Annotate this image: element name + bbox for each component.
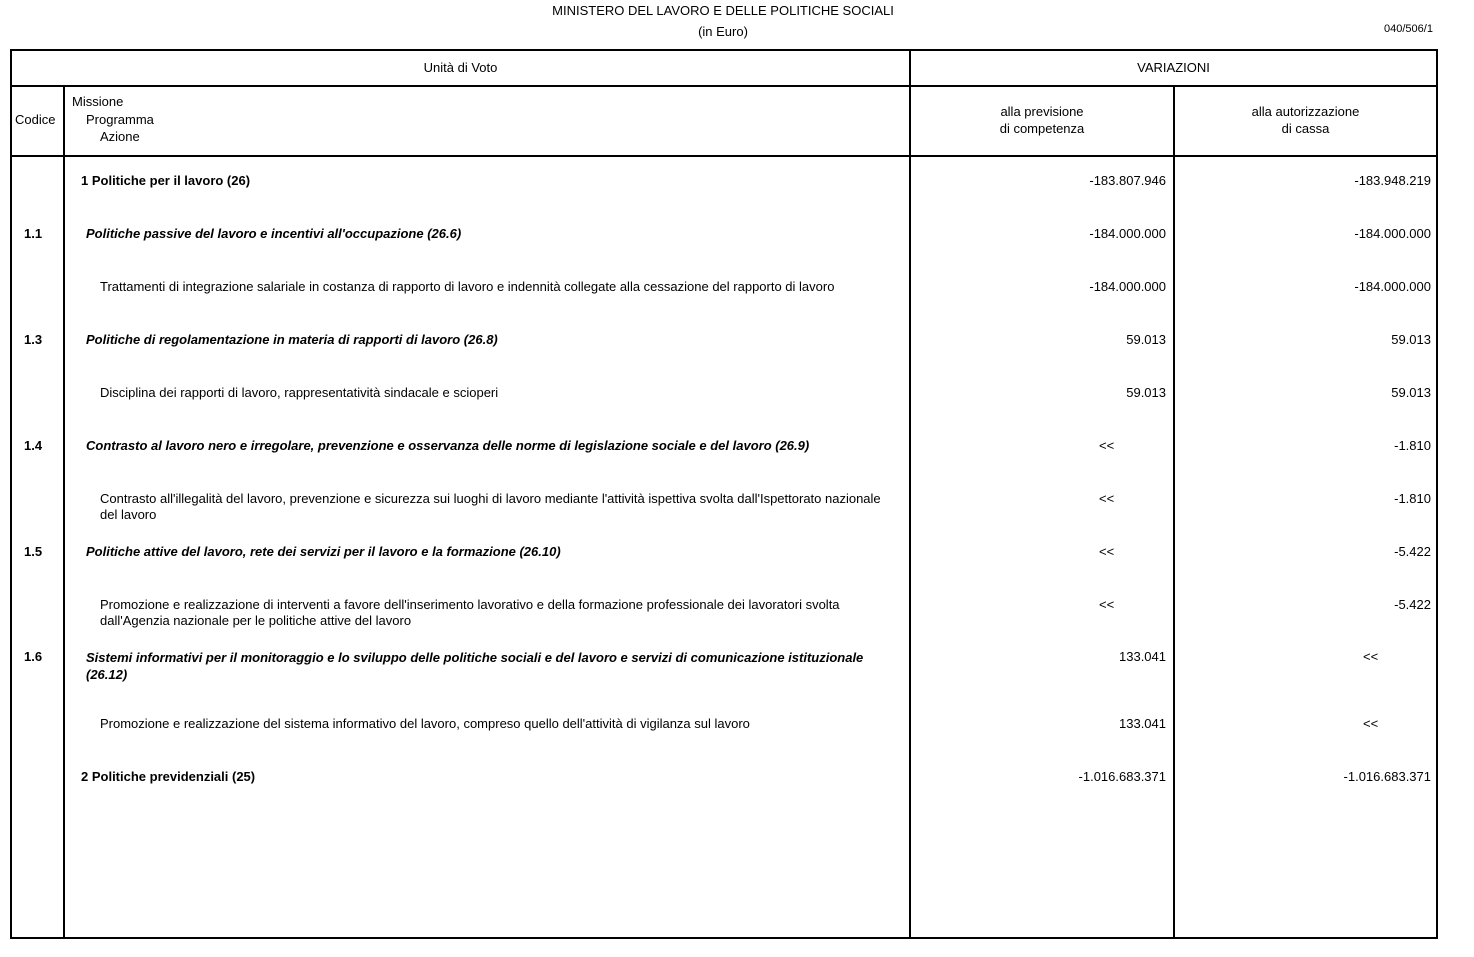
table-row-cassa: -183.948.219 <box>1354 173 1431 188</box>
table-row-cassa: -1.810 <box>1394 491 1431 506</box>
table-row-cassa: << <box>1363 649 1379 664</box>
header-azione: Azione <box>100 129 140 144</box>
table-row-code: 1.6 <box>24 649 43 664</box>
header-programma: Programma <box>86 112 154 127</box>
table-row-cassa: -184.000.000 <box>1354 279 1431 294</box>
header-divider-1 <box>10 85 1438 87</box>
table-row-label: Promozione e realizzazione del sistema informativo del lavoro, compreso quello dell'attività di vigilanza sul lavoro <box>100 716 750 731</box>
table-row-cassa: -1.810 <box>1394 438 1431 453</box>
table-row-cassa: << <box>1363 716 1379 731</box>
table-row-code: 1.1 <box>24 226 43 241</box>
table-left-border <box>10 49 12 939</box>
table-row-cassa: -1.016.683.371 <box>1343 769 1431 784</box>
table-row-label: Contrasto all'illegalità del lavoro, prevenzione e sicurezza sui luoghi di lavoro mediante l'attività ispettiva svolta dall'Ispettorato nazionale del lavoro <box>100 491 881 522</box>
table-row-label: Politiche attive del lavoro, rete dei servizi per il lavoro e la formazione (26.10) <box>86 544 561 559</box>
table-row-competenza: << <box>1099 491 1115 506</box>
column-divider-codice <box>63 85 65 939</box>
table-row-code: 1.3 <box>24 332 43 347</box>
page-subtitle: (in Euro) <box>698 24 748 39</box>
header-competenza-line1: alla previsione <box>1000 104 1084 119</box>
table-row-competenza: -183.807.946 <box>1089 173 1166 188</box>
header-missione: Missione <box>72 94 124 109</box>
page-title: MINISTERO DEL LAVORO E DELLE POLITICHE SOCIALI <box>552 3 894 18</box>
table-row-label: Disciplina dei rapporti di lavoro, rappresentatività sindacale e scioperi <box>100 385 499 400</box>
table-row-cassa: 59.013 <box>1391 385 1431 400</box>
table-row-label: Promozione e realizzazione di interventi a favore dell'inserimento lavorativo e della formazione professionale dei lavoratori svolta dall'Agenzia nazionale per le politiche attive del lavoro <box>100 597 840 628</box>
table-row-competenza: -1.016.683.371 <box>1078 769 1166 784</box>
table-bottom-border <box>10 937 1438 939</box>
table-row-cassa: 59.013 <box>1391 332 1431 347</box>
table-row-cassa: -5.422 <box>1394 544 1431 559</box>
table-row-label: Politiche di regolamentazione in materia di rapporti di lavoro (26.8) <box>86 332 498 347</box>
header-competenza-line2: di competenza <box>999 121 1085 136</box>
header-unita-di-voto: Unità di Voto <box>423 60 498 75</box>
table-row-cassa: -184.000.000 <box>1354 226 1431 241</box>
table-row-competenza: -184.000.000 <box>1089 279 1166 294</box>
table-row-code: 1.4 <box>24 438 43 453</box>
table-right-border <box>1436 49 1438 939</box>
table-row-competenza: 133.041 <box>1119 649 1166 664</box>
table-row-competenza: 59.013 <box>1126 332 1166 347</box>
table-row-code: 1.5 <box>24 544 43 559</box>
header-cassa-line1: alla autorizzazione <box>1251 104 1360 119</box>
table-row-competenza: << <box>1099 597 1115 612</box>
column-divider-cassa <box>1173 85 1175 939</box>
table-row-label: Contrasto al lavoro nero e irregolare, prevenzione e osservanza delle norme di legislazione sociale e del lavoro (26.9) <box>86 438 810 453</box>
header-codice: Codice <box>15 112 56 127</box>
table-row-label: Sistemi informativi per il monitoraggio e lo sviluppo delle politiche sociali e del lavoro e servizi di comunicazione istituzionale (26.12) <box>86 650 864 682</box>
table-row-competenza: 133.041 <box>1119 716 1166 731</box>
table-row-label: 1 Politiche per il lavoro (26) <box>81 173 251 188</box>
table-row-competenza: -184.000.000 <box>1089 226 1166 241</box>
table-top-border <box>10 49 1438 51</box>
table-row-competenza: << <box>1099 438 1115 453</box>
header-divider-2 <box>10 155 1438 157</box>
table-row-competenza: << <box>1099 544 1115 559</box>
document-reference: 040/506/1 <box>1384 23 1433 35</box>
header-cassa-line2: di cassa <box>1281 121 1330 136</box>
table-row-label: Politiche passive del lavoro e incentivi all'occupazione (26.6) <box>86 226 462 241</box>
table-row-competenza: 59.013 <box>1126 385 1166 400</box>
table-row-label: Trattamenti di integrazione salariale in costanza di rapporto di lavoro e indennità collegate alla cessazione del rapporto di lavoro <box>100 279 835 294</box>
table-row-label: 2 Politiche previdenziali (25) <box>81 769 256 784</box>
header-variazioni: VARIAZIONI <box>1137 60 1210 75</box>
table-row-cassa: -5.422 <box>1394 597 1431 612</box>
